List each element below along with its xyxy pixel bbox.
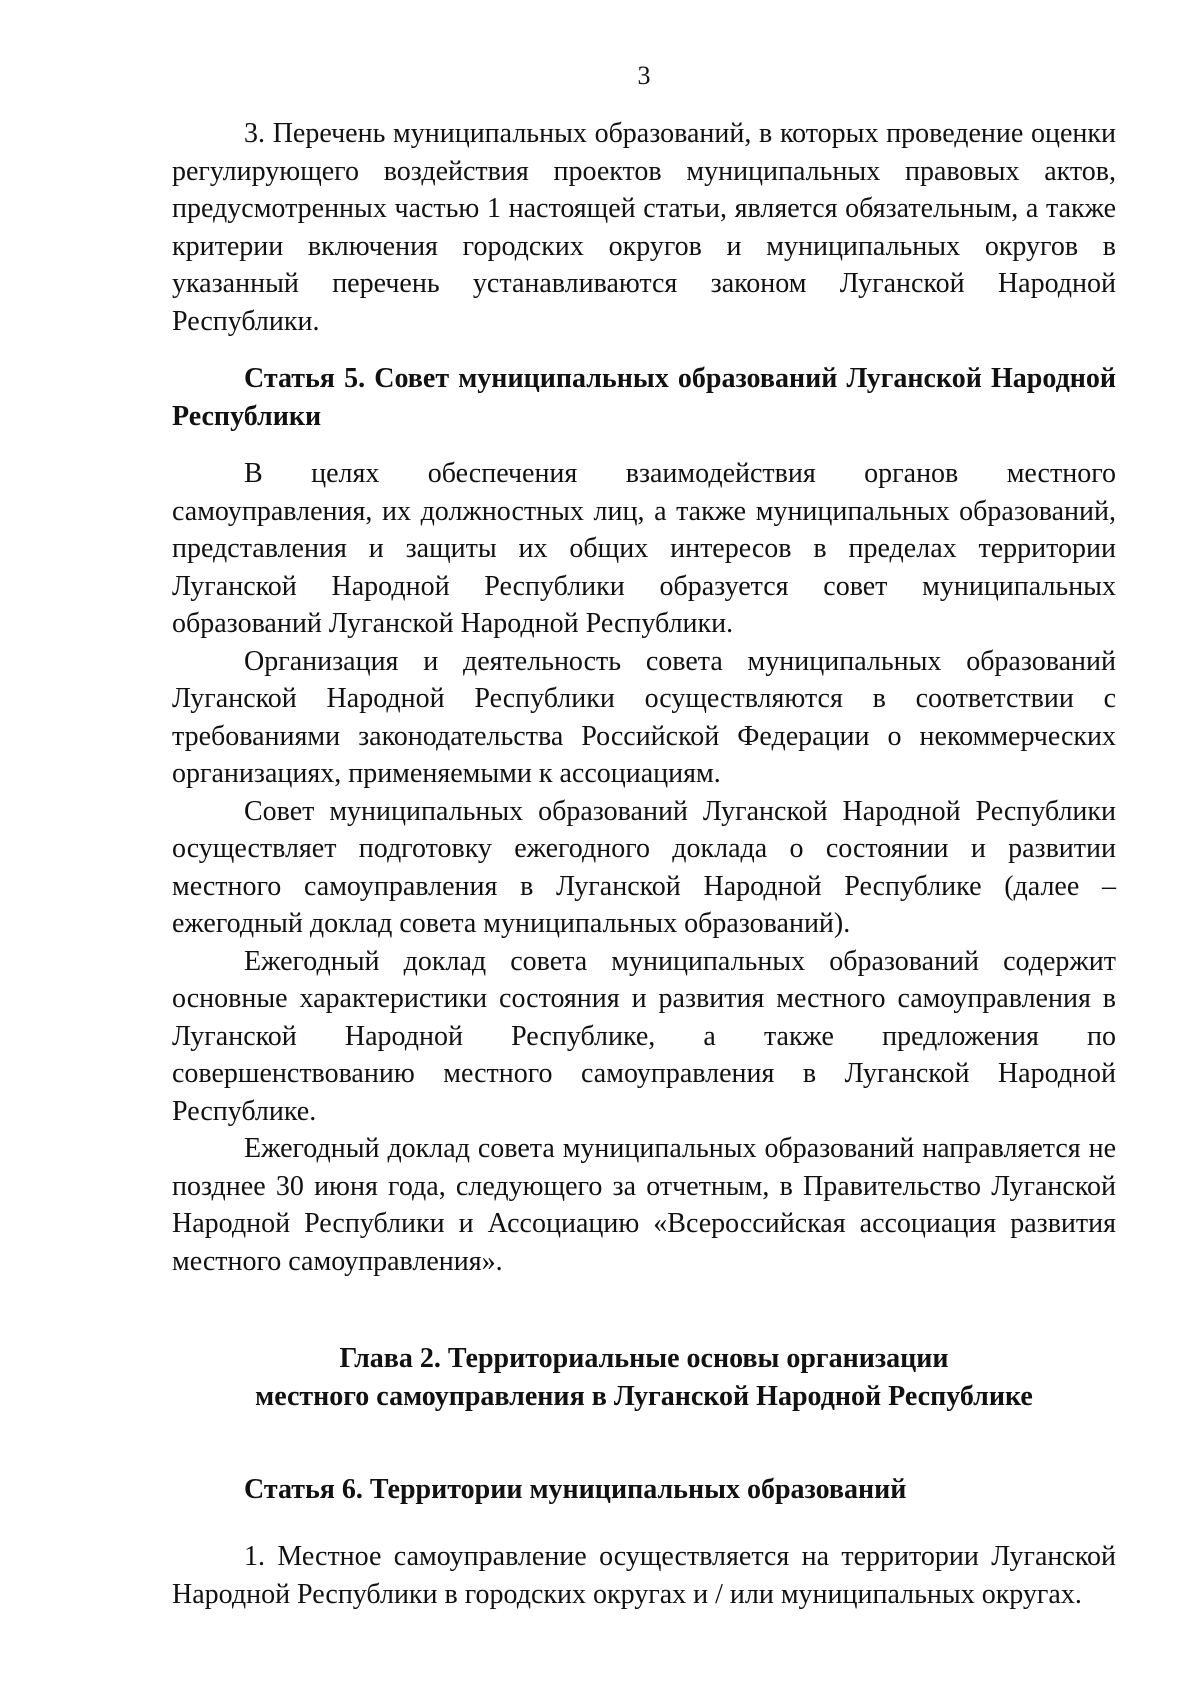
article5-heading-block — [172, 360, 1116, 435]
chapter2-heading-line1: Глава 2. Территориальные основы организации — [339, 1343, 949, 1374]
article6-item1-paragraph: 1. Местное самоуправление осуществляется на территории Луганской Народной Республики в городских округах и / или муниципальных округах. — [172, 1541, 1116, 1610]
chapter2-heading-line2: местного самоуправления в Луганской Народной Республике — [255, 1380, 1033, 1412]
article6-body — [172, 1538, 1116, 1613]
article6-heading: Статья 6. Территории муниципальных образований — [244, 1474, 907, 1505]
article5-paragraph: Организация и деятельность совета муниципальных образований Луганской Народной Республики осуществляются в соответствии с требованиями законодательства Российской Федерации о некоммерческих организациях, применяемыми к ассоциациям. — [172, 645, 1116, 789]
article5-paragraph: Ежегодный доклад совета муниципальных образований направляется не позднее 30 июня года, следующего за отчетным, в Правительство Луганской Народной Республики и Ассоциацию «Всероссийская ассоциация развития местного самоуправления». — [172, 1133, 1116, 1277]
article5-heading: Статья 5. Совет муниципальных образований Луганской Народной Республики — [172, 363, 1116, 432]
article4-item3-block — [172, 115, 1116, 340]
article4-item3-paragraph: 3. Перечень муниципальных образований, в которых проведение оценки регулирующего воздействия проектов муниципальных правовых актов, предусмотренных частью 1 настоящей статьи, является обязательным, а также критерии включения городских округов и муниципальных округов в указанный перечень устанавливаются законом Луганской Народной Республики. — [172, 118, 1116, 337]
article5-paragraph: Ежегодный доклад совета муниципальных образований содержит основные характеристики состояния и развития местного самоуправления в Луганской Народной Республике, а также предложения по совершенствованию местного самоуправления в Луганской Народной Республике. — [172, 945, 1116, 1127]
article6-heading-block — [172, 1471, 1116, 1509]
page-number: 3 — [637, 61, 651, 90]
article5-paragraph: В целях обеспечения взаимодействия органов местного самоуправления, их должностных лиц, а также муниципальных образований, представления и защиты их общих интересов в пределах территории Луганской Народной Республики образуется совет муниципальных образований Луганской Народной Республики. — [172, 458, 1116, 639]
article5-body — [172, 455, 1116, 1280]
chapter2-heading — [172, 1340, 1116, 1415]
article5-paragraph: Совет муниципальных образований Луганской Народной Республики осуществляет подготовку ежегодного доклада о состоянии и развитии местного самоуправления в Луганской Народной Республике (далее – ежегодный доклад совета муниципальных образований). — [172, 795, 1116, 939]
